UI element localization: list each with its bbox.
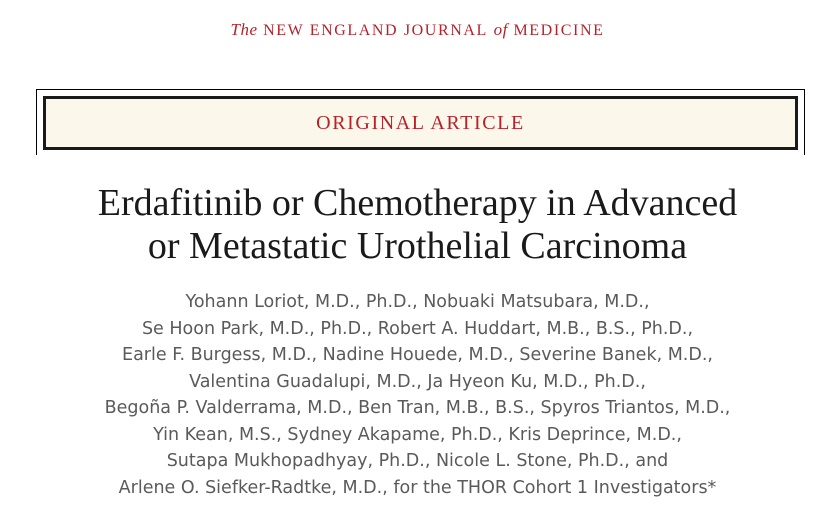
author-line: Yin Kean, M.S., Sydney Akapame, Ph.D., Kris Deprince, M.D., — [153, 424, 682, 445]
article-type-banner — [43, 96, 798, 150]
author-line: Earle F. Burgess, M.D., Nadine Houede, M.D., Severine Banek, M.D., — [122, 345, 713, 365]
journal-masthead — [0, 20, 835, 40]
author-line: Se Hoon Park, M.D., Ph.D., Robert A. Huddart, M.B., B.S., Ph.D., — [141, 318, 694, 339]
author-line: Valentina Guadalupi, M.D., Ja Hyeon Ku, M.D., Ph.D., — [189, 371, 646, 392]
masthead-of: of — [493, 20, 508, 39]
author-list — [0, 289, 835, 501]
masthead-the: The — [230, 20, 258, 39]
author-line: Yohann Loriot, M.D., Ph.D., Nobuaki Matsubara, M.D., — [185, 292, 650, 312]
masthead-name-part1: NEW ENGLAND JOURNAL — [263, 22, 488, 39]
article-title — [0, 182, 835, 268]
author-line: Arlene O. Siefker-Radtke, M.D., for the THOR Cohort 1 Investigators* — [118, 477, 717, 498]
author-line: Begoña P. Valderrama, M.D., Ben Tran, M.B., B.S., Spyros Triantos, M.D., — [104, 398, 731, 418]
title-line: or Metastatic Urothelial Carcinoma — [147, 225, 688, 267]
title-line: Erdafitinib or Chemotherapy in Advanced — [97, 182, 738, 224]
author-line: Sutapa Mukhopadhyay, Ph.D., Nicole L. Stone, Ph.D., and — [166, 451, 669, 471]
article-type-label: ORIGINAL ARTICLE — [316, 111, 525, 134]
masthead-name-part2: MEDICINE — [513, 22, 605, 39]
